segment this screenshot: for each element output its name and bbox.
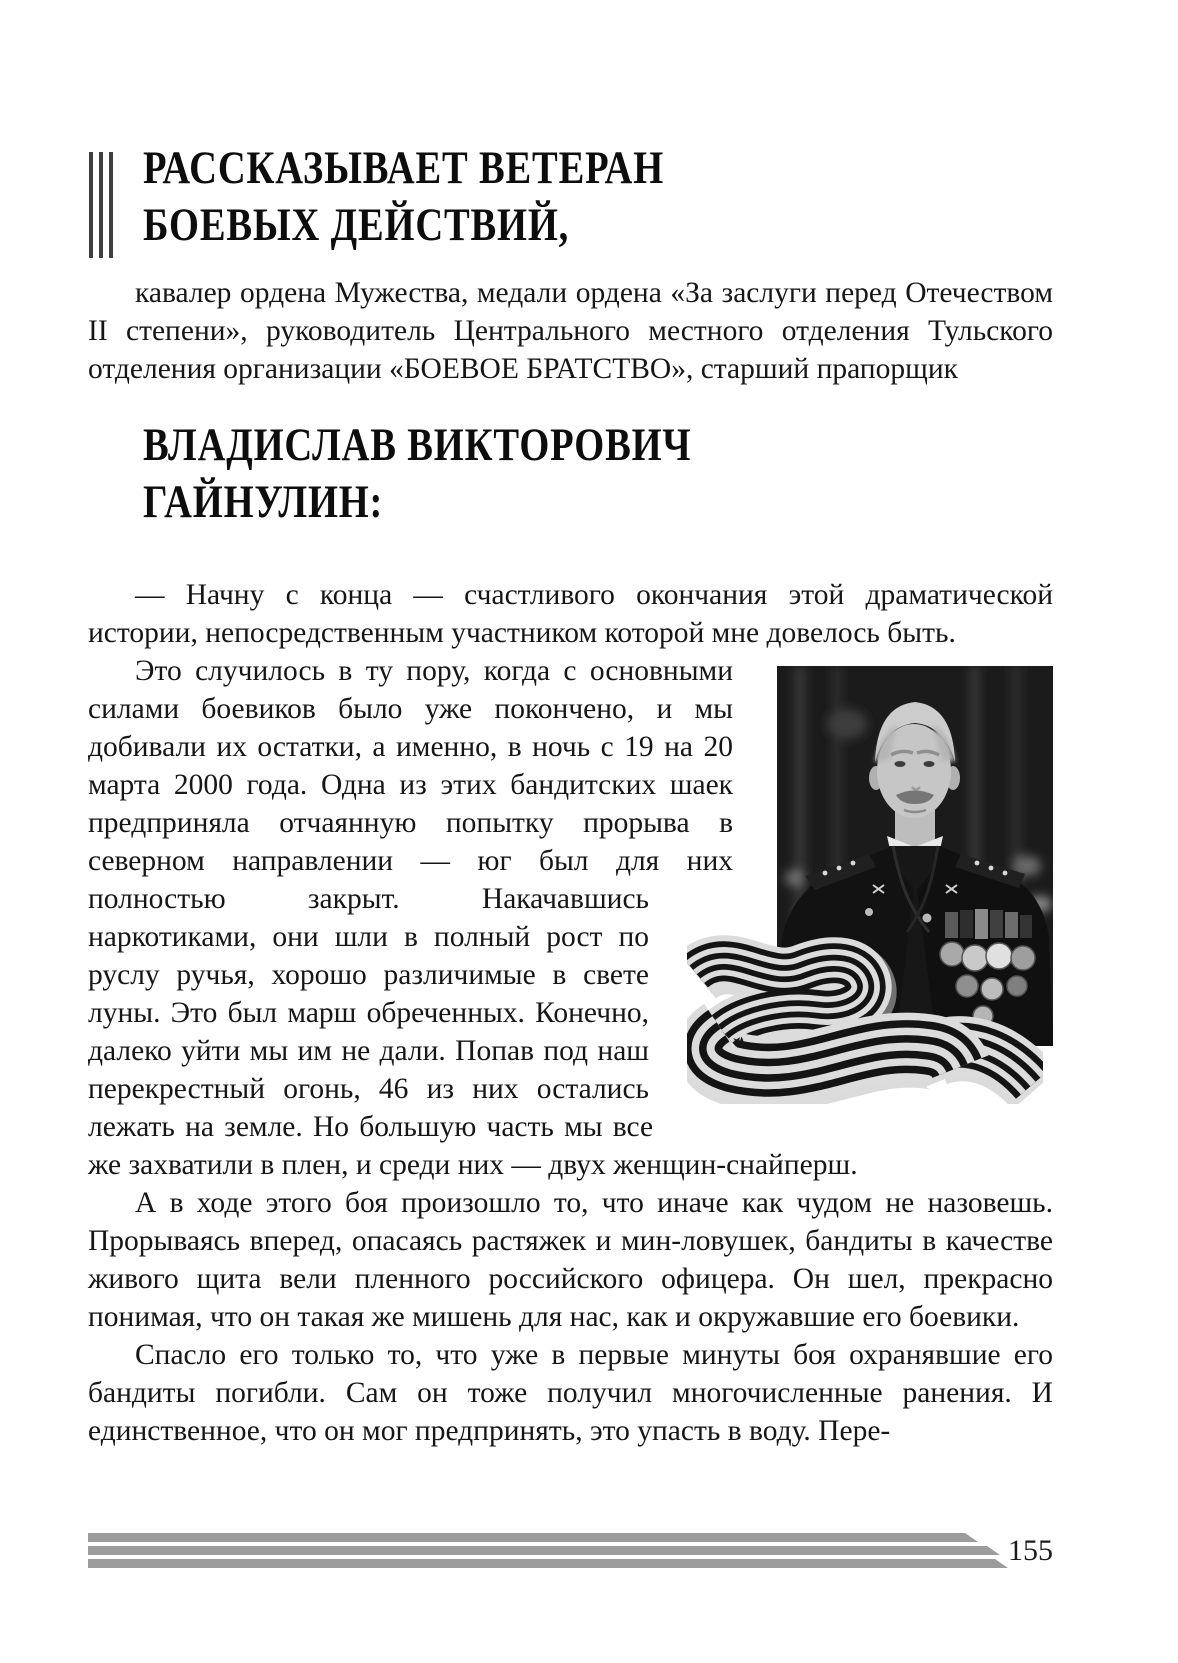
speaker-name-line-2: ГАЙНУЛИН: [143, 476, 384, 528]
section-title [143, 140, 889, 254]
st-george-ribbon-icon [687, 926, 1043, 1104]
page-content [88, 140, 1053, 1450]
speaker-name-heading [143, 417, 889, 531]
paragraph: — Начну с конца — счастливого окончания этой драматической истории, непосредственным участником которой мне довелось быть. [88, 579, 1053, 649]
story-text [88, 576, 1053, 1450]
paragraph: Это случилось в ту пору, когда с основными силами боевиков было уже покончено, и мы добивали их остатки, а именно, в ночь с 19 на 20 марта 2000 года. Одна из этих бандитских шаек предприняла отчаянную попытку прорыва в северном направлении — юг был для них полностью закрыт. Накачавшись наркотиками, они шли в полный рост по руслу ручья, хорошо различимые в свете луны. Это был марш обреченных. Конечно, далеко уйти мы им не дали. Попав под наш перекрестный огонь, 46 из них остались лежать на земле. Но большую часть мы все же захватили в плен, и среди них — двух женщин-снайперш. [88, 655, 858, 1181]
paragraph: Спасло его только то, что уже в первые минуты боя охранявшие его бандиты погибли. Сам он тоже получил многочисленные ранения. И единственное, что он мог предпринять, это упасть в воду. Пере- [88, 1339, 1053, 1447]
page-number: 155 [1008, 1534, 1053, 1567]
footer-ornament-stripes-icon [88, 1533, 1008, 1568]
section-subtitle: кавалер ордена Мужества, медали ордена «За заслуги перед Отечеством II степени», руководитель Центрального местного отделения Тульского отделения организации «БОЕВОЕ БРАТСТВО», старший прапорщик [88, 277, 1053, 385]
section-title-line-2: БОЕВЫХ ДЕЙСТВИЙ, [143, 199, 570, 251]
section-title-line-1: РАССКАЗЫВАЕТ ВЕТЕРАН [143, 142, 665, 194]
paragraph: А в ходе этого боя произошло то, что иначе как чудом не назовешь. Прорываясь вперед, опасаясь растяжек и мин-ловушек, бандиты в качестве живого щита вели пленного российского офицера. Он шел, прекрасно понимая, что он такая же мишень для нас, как и окружавшие его боевики. [88, 1187, 1053, 1333]
figure-portrait-with-ribbon [653, 666, 1053, 1108]
heading-ornament-bars-icon [89, 152, 119, 258]
page-footer [88, 1533, 1053, 1568]
speaker-name-line-1: ВЛАДИСЛАВ ВИКТОРОВИЧ [143, 419, 692, 471]
